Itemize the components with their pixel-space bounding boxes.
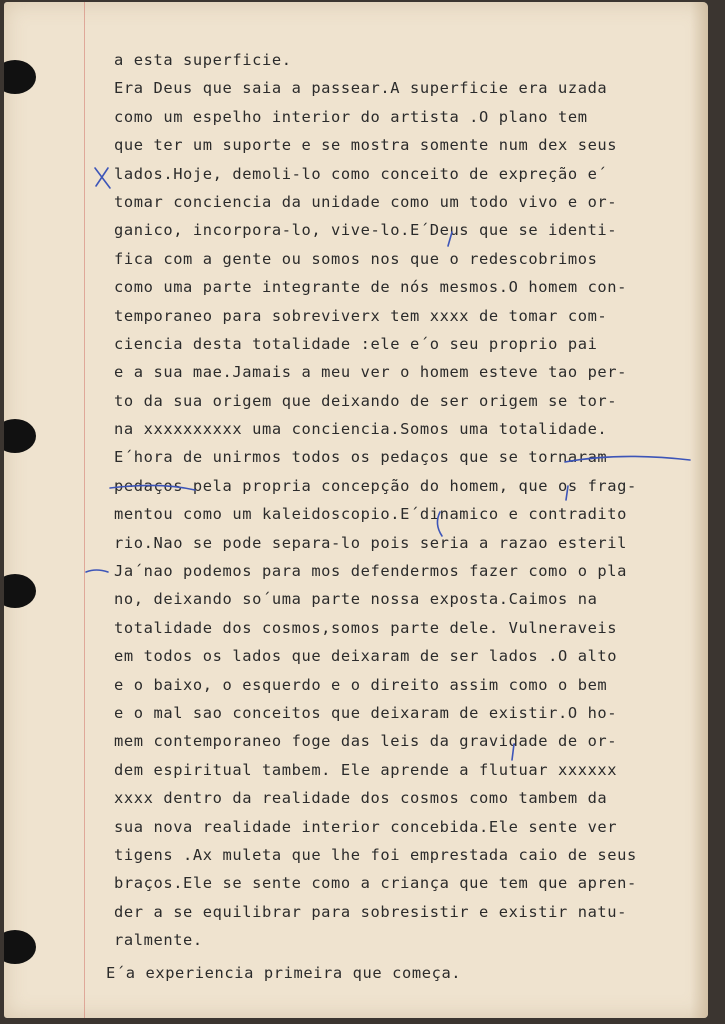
binder-hole (4, 60, 36, 94)
text-line: totalidade dos cosmos,somos parte dele. Vulneraveis (114, 618, 618, 637)
text-line: que ter um suporte e se mostra somente num dex seus (114, 136, 618, 155)
text-line: no, deixando so´uma parte nossa exposta.Caimos na (114, 590, 598, 609)
text-line: xxxx dentro da realidade dos cosmos como tambem da (114, 789, 608, 808)
text-line: como um espelho interior do artista .O plano tem (114, 107, 588, 126)
margin-rule (84, 2, 85, 1018)
text-line: e o baixo, o esquerdo e o direito assim como o bem (114, 675, 608, 694)
text-line: fica com a gente ou somos nos que o redescobrimos (114, 249, 598, 268)
text-line: a esta superficie. (114, 51, 292, 69)
text-line: sua nova realidade interior concebida.Ele sente ver (114, 817, 618, 836)
binder-hole (4, 419, 36, 453)
text-line: lados.Hoje, demoli-lo como conceito de expreção e´ (114, 164, 608, 183)
text-line: dem espiritual tambem. Ele aprende a flutuar xxxxxx (114, 760, 618, 779)
text-line: e a sua mae.Jamais a meu ver o homem esteve tao per- (114, 363, 628, 382)
binder-hole (4, 930, 36, 964)
text-line: to da sua origem que deixando de ser origem se tor- (114, 391, 618, 410)
text-line: tigens .Ax muleta que lhe foi emprestada caio de seus (114, 845, 637, 864)
text-line: temporaneo para sobreviverx tem xxxx de tomar com- (114, 306, 608, 325)
text-line: em todos os lados que deixaram de ser lados .O alto (114, 647, 618, 666)
text-line: Ja´nao podemos para mos defendermos fazer como o pla (114, 562, 628, 581)
text-line: braços.Ele se sente como a criança que tem que apren- (114, 874, 637, 893)
typed-text-block (106, 46, 708, 987)
text-line: como uma parte integrante de nós mesmos.O homem con- (114, 278, 628, 297)
text-line: ralmente. (114, 931, 203, 950)
text-line: e o mal sao conceitos que deixaram de existir.O ho- (114, 703, 618, 722)
typewritten-page (4, 2, 708, 1018)
text-line: pedaços pela propria concepção do homem, que os frag- (114, 476, 637, 495)
text-line: na xxxxxxxxxx uma conciencia.Somos uma totalidade. (114, 420, 608, 439)
text-line: mem contemporaneo foge das leis da gravidade de or- (114, 732, 618, 751)
final-line: E´a experiencia primeira que começa. (106, 963, 462, 982)
text-line: Era Deus que saia a passear.A superficie era uzada (114, 79, 608, 98)
text-line: tomar conciencia da unidade como um todo vivo e or- (114, 192, 618, 211)
text-line: ganico, incorpora-lo, vive-lo.E´Deus que se identi- (114, 221, 618, 240)
text-line: mentou como um kaleidoscopio.E´dinamico e contradito (114, 505, 628, 524)
text-line: ciencia desta totalidade :ele e´o seu proprio pai (114, 334, 598, 353)
binder-hole (4, 574, 36, 608)
text-line: der a se equilibrar para sobresistir e existir natu- (114, 902, 628, 921)
text-line: E´hora de unirmos todos os pedaços que se tornaram (114, 448, 608, 467)
text-line: rio.Nao se pode separa-lo pois seria a razao esteril (114, 533, 628, 552)
